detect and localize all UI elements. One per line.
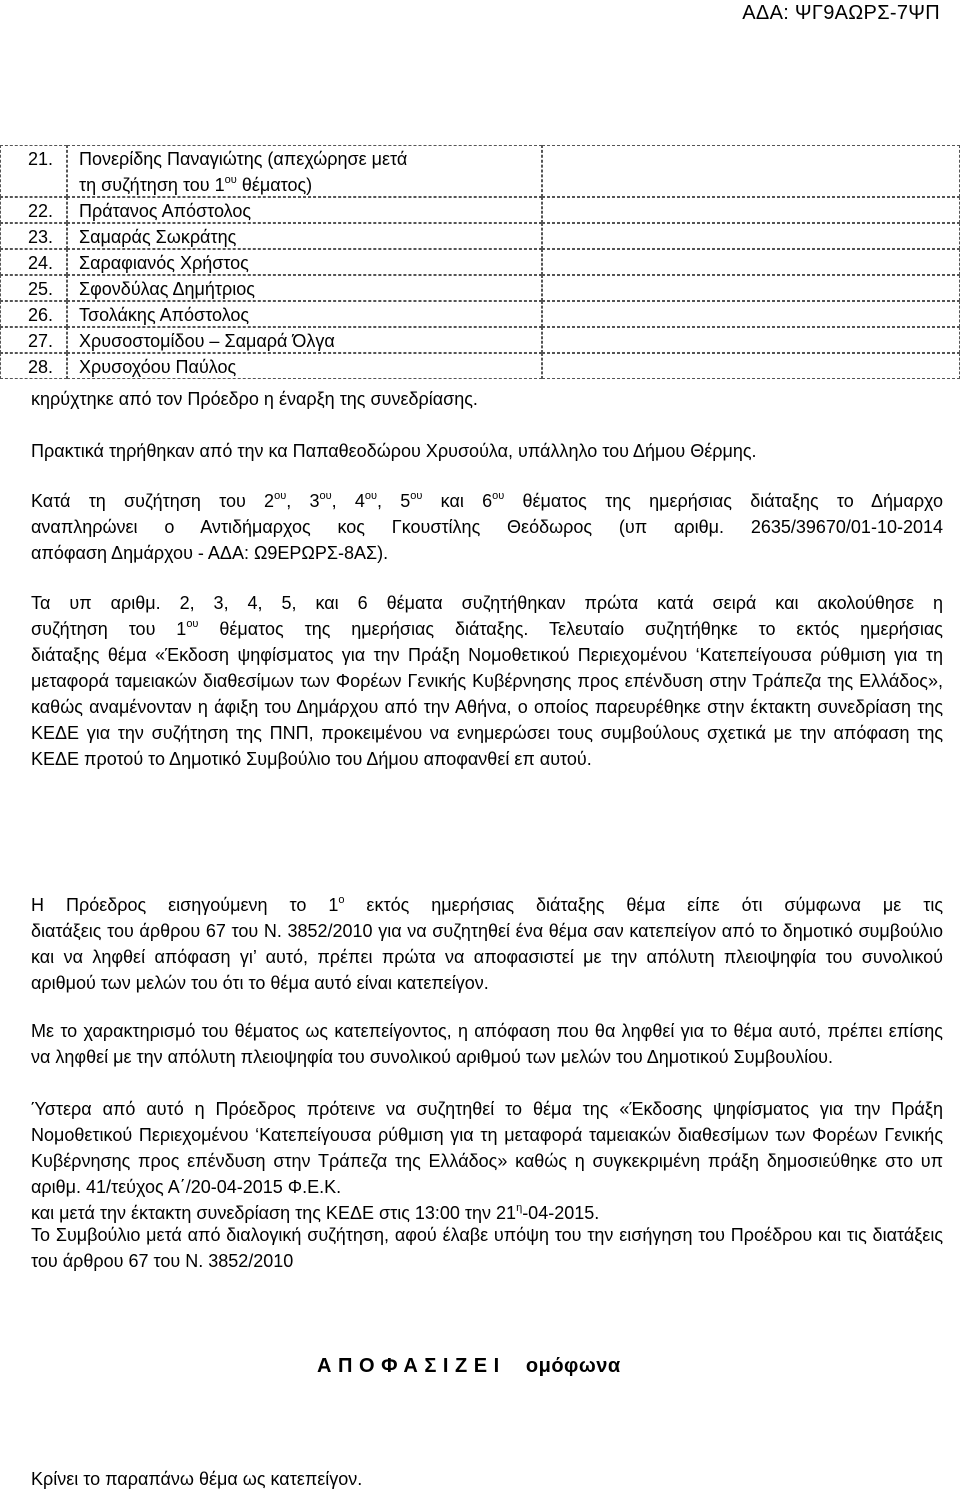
member-name-continued: τη συζήτηση του $1^{o\upsilon}$ θέματος) — [79, 174, 313, 195]
signature-cell — [542, 197, 960, 223]
order-rest: διάταξης θέμα «Έκδοση ψηφίσματος για την Πράξη Νομοθετικού Περιεχομένου ‘Κατεπείγουσα ρύθμιση για τη μεταφορά ταμειακών διαθεσίμων των Φορέων Γενικής Κυβέρνησης προς επένδυση στην Τράπεζα της Ελλάδος», καθώς αναμένονταν η άφιξη του Δημάρχου από την Αθήνα, ο οποίος παρευρέθηκε στην έκτακτη συνεδρίαση της ΚΕΔΕ για την συζήτηση της ΠΝΠ, προκειμένου να ενημερώσει τους συμβούλους σχετικά με την απόφαση της ΚΕΔΕ προτού το Δημοτικό Συμβούλιο του Δήμου αποφανθεί επ αυτού. — [31, 645, 943, 769]
row-number: 27. — [28, 331, 54, 351]
member-name: Τσολάκης Απόστολος — [79, 305, 250, 325]
row-number: 21. — [28, 149, 54, 169]
deputy-line-2: αναπληρώνει ο Αντιδήμαρχος κος Γκουστίλης Θεόδωρος (υπ αριθμ. 2635/39670/01-10-2014 — [31, 517, 943, 537]
row-number: 28. — [28, 357, 54, 377]
intro-line-1: Η Πρόεδρος εισηγούμενη το $1^o$ εκτός ημερήσιας διάταξης θέμα είπε ότι σύμφωνα με τις — [31, 894, 943, 915]
order-paragraph — [31, 590, 943, 772]
decision-mode: ομόφωνα — [525, 1355, 621, 1377]
row-number: 22. — [28, 201, 54, 221]
row-number: 26. — [28, 305, 54, 325]
signature-cell — [542, 249, 960, 275]
row-number: 25. — [28, 279, 54, 299]
intro-paragraph — [31, 892, 943, 996]
session-opening: κηρύχτηκε από τον Πρόεδρο η έναρξη της συνεδρίασης. — [31, 389, 478, 409]
row-number: 23. — [28, 227, 54, 247]
order-line-1: Τα υπ αριθμ. 2, 3, 4, 5, και 6 θέματα συζητήθηκαν πρώτα κατά σειρά και ακολούθησε η — [31, 593, 943, 613]
intro-rest: διατάξεις του άρθρου 67 του Ν. 3852/2010 για να συζητηθεί ένα θέμα σαν κατεπείγον από το δημοτικό συμβούλιο και να ληφθεί απόφαση γι’ αυτό, πρέπει πρώτα να αποφασιστεί με την απόλυτη πλειοψηφία του συνολικού αριθμού των μελών του ότι το θέμα αυτό είναι κατεπείγον. — [31, 921, 943, 993]
member-name: Χρυσοχόου Παύλος — [79, 357, 237, 377]
member-name: Σφονδύλας Δημήτριος — [79, 279, 255, 299]
row-number: 24. — [28, 253, 54, 273]
council-paragraph: Το Συμβούλιο μετά από διαλογική συζήτηση, αφού έλαβε υπόψη του την εισήγηση του Προέδρου και τις διατάξεις του άρθρου 67 του Ν. 3852/2010 — [31, 1225, 943, 1271]
member-name: Πράτανος Απόστολος — [79, 201, 252, 221]
final-statement: Κρίνει το παραπάνω θέμα ως κατεπείγον. — [31, 1469, 363, 1489]
signature-cell — [542, 275, 960, 301]
ada-code: ΑΔΑ: ΨΓ9ΑΩΡΣ-7ΨΠ — [742, 2, 940, 24]
signature-cell — [542, 327, 960, 353]
decision-word: Α Π Ο Φ Α Σ Ι Ζ Ε Ι — [317, 1355, 500, 1377]
member-name: Σαμαράς Σωκράτης — [79, 227, 237, 247]
characterization-paragraph: Με το χαρακτηρισμό του θέματος ως κατεπείγοντος, η απόφαση που θα ληφθεί για το θέμα αυτό, πρέπει επίσης να ληφθεί με την απόλυτη πλειοψηφία του συνολικού αριθμού των μελών του Δημοτικού Συμβουλίου. — [31, 1021, 943, 1067]
signature-cell — [542, 145, 960, 197]
order-line-2: συζήτηση του $1^{o\upsilon}$ θέματος της ημερήσιας διάταξης. Τελευταίο συζητήθηκε το εκτός ημερήσιας — [31, 618, 943, 639]
decision-heading — [317, 1355, 621, 1378]
signature-cell — [542, 353, 960, 379]
proposal-last-line: και μετά την έκτακτη συνεδρίαση της ΚΕΔΕ στις 13:00 την $21^\eta-04-2015$. — [31, 1202, 600, 1223]
proposal-paragraph — [31, 1096, 943, 1226]
member-name: Χρυσοστομίδου – Σαμαρά Όλγα — [79, 331, 335, 351]
signature-cell — [542, 301, 960, 327]
deputy-paragraph — [31, 488, 943, 566]
member-name: Πονερίδης Παναγιώτης (απεχώρησε μετά — [79, 149, 408, 169]
minutes-keeper: Πρακτικά τηρήθηκαν από την κα Παπαθεοδώρου Χρυσούλα, υπάλληλο του Δήμου Θέρμης. — [31, 441, 757, 461]
deputy-line-3: απόφαση Δημάρχου - ΑΔΑ: Ω9ΕΡΩΡΣ-8ΑΣ). — [31, 543, 389, 563]
proposal-text: Ύστερα από αυτό η Πρόεδρος πρότεινε να συζητηθεί το θέμα της «Έκδοσης ψηφίσματος για την Πράξη Νομοθετικού Περιεχομένου ‘Κατεπείγουσα ρύθμιση για τη μεταφορά ταμειακών διαθεσίμων των Φορέων Γενικής Κυβέρνησης προς επένδυση στην Τράπεζα της Ελλάδος» καθώς η συγκεκριμένη πράξη δημοσιεύθηκε στο υπ αριθμ. 41/τεύχος Α΄/20-04-2015 Φ.Ε.Κ. — [31, 1099, 943, 1197]
deputy-line-1: Κατά τη συζήτηση του $2^{o\upsilon}$, $3^{o\upsilon}$, $4^{o\upsilon}$, $5^{o\upsilon}$ και $6^{o\upsilon}$ θέματος της ημερήσιας διάταξης το Δήμαρχο — [31, 490, 944, 511]
signature-cell — [542, 223, 960, 249]
member-name: Σαραφιανός Χρήστος — [79, 253, 249, 273]
